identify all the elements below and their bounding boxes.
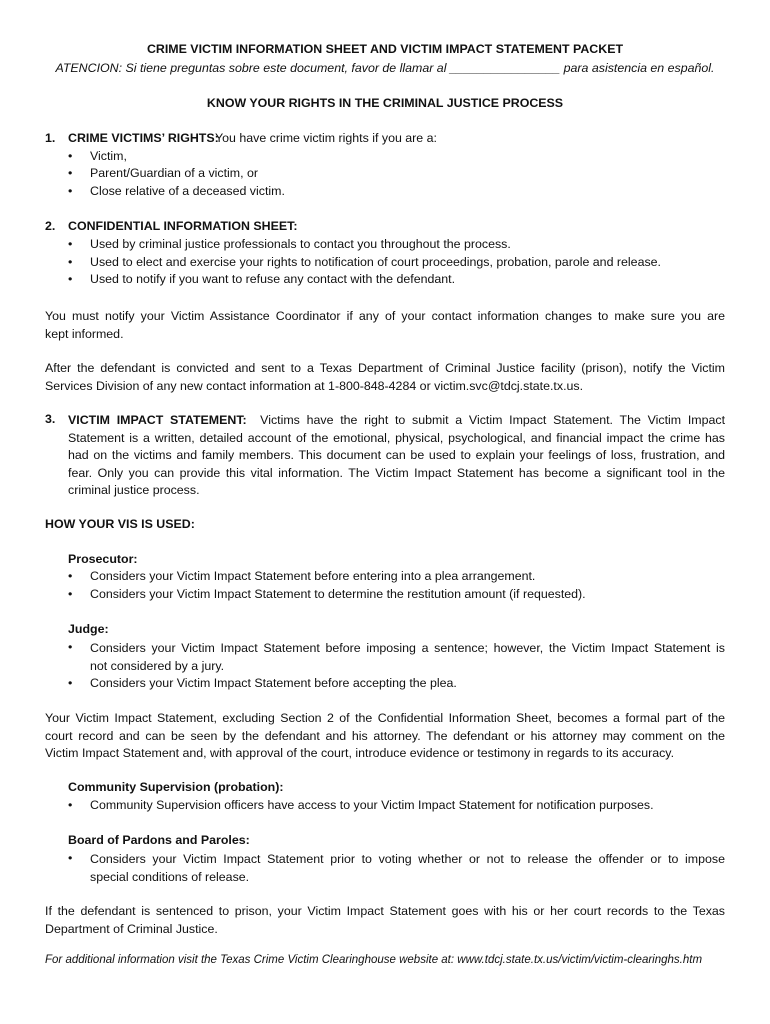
section-number: 1. <box>45 131 56 145</box>
bullet-icon: • <box>68 851 73 865</box>
spanish-notice-end: para asistencia en español. <box>563 61 715 75</box>
notify-paragraph: You must notify your Victim Assistance Coordinator if any of your contact information changes to make sure you are kept informed. <box>45 309 725 341</box>
bullet-icon: • <box>68 798 73 812</box>
section-number: 3. <box>45 412 56 426</box>
phone-blank: ________________ <box>449 61 561 75</box>
how-vis-used-heading: HOW YOUR VIS IS USED: <box>45 517 195 531</box>
prison-paragraph: If the defendant is sentenced to prison, your Victim Impact Statement goes with his or her court records to the Texas Department of Criminal Justice. <box>45 904 725 936</box>
bullet-icon: • <box>68 569 73 583</box>
bullet-icon: • <box>68 587 73 601</box>
board-item: Considers your Victim Impact Statement prior to voting whether or not to release the offender or to impose special conditions of release. <box>90 852 725 884</box>
bullet-icon: • <box>68 640 73 654</box>
after-conviction-paragraph: After the defendant is convicted and sent to a Texas Department of Criminal Justice facility (prison), notify the Victim Services Division of any new contact information at 1-800-848-4284 or victim.svc@tdcj.state.tx.us. <box>45 361 725 393</box>
section-1-title: CRIME VICTIMS’ RIGHTS: <box>68 131 219 145</box>
document-title: CRIME VICTIM INFORMATION SHEET AND VICTIM IMPACT STATEMENT PACKET <box>146 42 624 56</box>
community-supervision-heading: Community Supervision (probation): <box>68 780 284 794</box>
section-1-intro: You have crime victim rights if you are a: <box>215 131 437 145</box>
judge-heading: Judge: <box>68 622 109 636</box>
section-2-heading <box>45 219 298 233</box>
bullet-icon: • <box>68 272 73 286</box>
bullet-icon: • <box>68 676 73 690</box>
section-1-heading <box>45 131 437 145</box>
bullet-icon: • <box>68 255 73 269</box>
spanish-notice <box>0 61 770 75</box>
prosecutor-heading: Prosecutor: <box>68 552 138 566</box>
section-3-title: VICTIM IMPACT STATEMENT: <box>68 413 247 427</box>
section-number: 2. <box>45 219 56 233</box>
document-page: CRIME VICTIM INFORMATION SHEET AND VICTIM IMPACT STATEMENT PACKET ATENCION: Si tiene preguntas sobre este document, favor de llamar al ________________ para asistencia en español. KNOW YOUR RIGHTS IN THE CRIMINAL JUSTICE PROCESS 1. CRIME VICTIMS’ RIGHTS: You have crime victim rights if you are a: • Victim, • Parent/Guardian of a victim, or • Close relative of a deceased victim. 2. CONFIDENTIAL INFORMATION SHEET: • Used by criminal justice professionals to contact you throughout the process. • Used to elect and exercise your rights to notification of court proceedings, probation, parole and release. • Used to notify if you want to refuse any contact with the defendant. You must notify your Victim Assistance Coordinator if any of your contact information changes to make sure you are kept informed. After the defendant is convicted and sent to a Texas Department of Criminal Justice facility (prison), notify the Victim Services Division of any new contact information at 1-800-848-4284 or victim.svc@tdcj.state.tx.us. 3. VICTIM IMPACT STATEMENT: Victims have the right to submit a Victim Impact Statement. The Victim Impact Statement is a written, detailed account of the emotional, physical, psychological, and financial impact the crime has had on the victims and family members. This document can be used to explain your feelings of loss, frustration, and fear. Only you can provide this vital information. The Victim Impact Statement has become a significant tool in the criminal justice process. HOW YOUR VIS IS USED: Prosecutor: • Considers your Victim Impact Statement before entering into a plea arrangement. • Considers your Victim Impact Statement to determine the restitution amount (if requested). Judge: • Considers your Victim Impact Statement before imposing a sentence; however, the Victim Impact Statement is not considered by a jury. • Considers your Victim Impact Statement before accepting the plea. Your Victim Impact Statement, excluding Section 2 of the Confidential Information Sheet, becomes a formal part of the court record and can be seen by the defendant and his attorney. The defendant or his attorney may comment on the Victim Impact Statement and, with approval of the court, introduce evidence or testimony in regards to its accuracy. Community Supervision (probation): • Community Supervision officers have access to your Victim Impact Statement for notification purposes. Board of Pardons and Paroles: • Considers your Victim Impact Statement prior to voting whether or not to release the offender or to impose special conditions of release. If the defendant is sentenced to prison, your Victim Impact Statement goes with his or her court records to the Texas Department of Criminal Justice. For additional information visit the Texas Crime Victim Clearinghouse website at: www.tdcj.state.tx.us/victim/victim-clearinghs.htm <box>0 0 770 1024</box>
bullet-icon: • <box>68 166 73 180</box>
judge-item-1: Considers your Victim Impact Statement before imposing a sentence; however, the Victim Impact Statement is not considered by a jury. <box>90 641 725 673</box>
board-heading: Board of Pardons and Paroles: <box>68 833 250 847</box>
section-2-title: CONFIDENTIAL INFORMATION SHEET: <box>68 219 298 233</box>
bullet-icon: • <box>68 149 73 163</box>
vis-record-paragraph: Your Victim Impact Statement, excluding Section 2 of the Confidential Information Sheet, becomes a formal part of the court record and can be seen by the defendant and his attorney. The defendant or his attorney may comment on the Victim Impact Statement and, with approval of the court, introduce evidence or testimony in regards to its accuracy. <box>45 711 725 760</box>
section-3-heading <box>45 412 55 426</box>
bullet-icon: • <box>68 184 73 198</box>
bullet-icon: • <box>68 237 73 251</box>
section-3-body: VICTIM IMPACT STATEMENT: Victims have the right to submit a Victim Impact Statement. The Victim Impact Statement is a written, detailed account of the emotional, physical, psychological, and financial impact the crime has had on the victims and family members. This document can be used to explain your feelings of loss, frustration, and fear. Only you can provide this vital information. The Victim Impact Statement has become a significant tool in the criminal justice process. <box>68 413 726 497</box>
spanish-notice-text: ATENCION: Si tiene preguntas sobre este document, favor de llamar al <box>55 61 447 75</box>
footer-note: For additional information visit the Texas Crime Victim Clearinghouse website at: www.tdcj.state.tx.us/victim/victim-clearinghs.htm <box>45 954 703 966</box>
section-subtitle: KNOW YOUR RIGHTS IN THE CRIMINAL JUSTICE PROCESS <box>206 96 564 110</box>
